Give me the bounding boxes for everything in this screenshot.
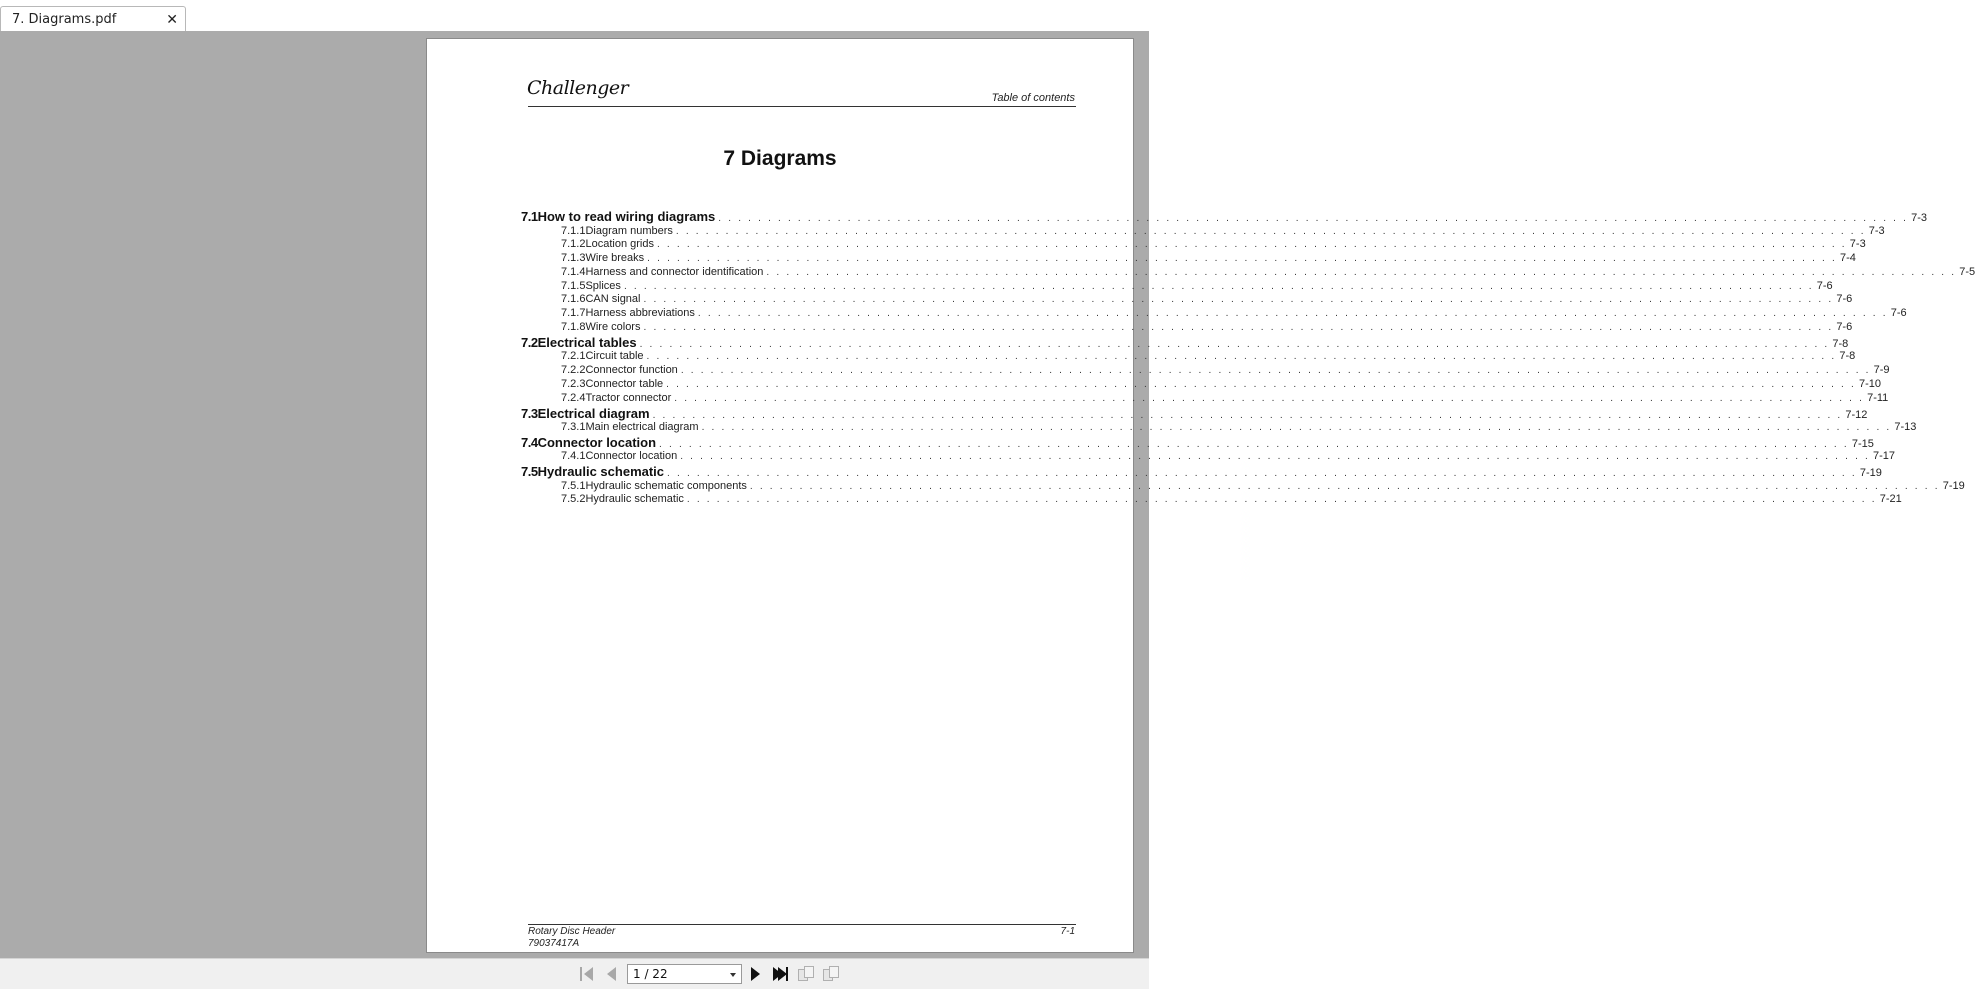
toc-leader-dots: . . . . . . . . . . . . . . . . . . . . . . . . . . . . . . . . . . . . . . . . . . . . . . . . . . . . . . . . . . . . . . . . . . . . . . . . . . . . . . . . . . . . . . . . . . . . . . . . . . . . . . . . . . . . . . . . . . . . . . . . (718, 213, 1909, 224)
toc-subsection[interactable] (521, 321, 1853, 335)
toc-subsection-number: 7.1.3 (561, 252, 586, 265)
toc-subsection[interactable] (521, 479, 1965, 494)
toc-subsection[interactable] (521, 391, 1889, 406)
chevron-down-icon (730, 973, 736, 977)
toc-subsection-page: 7-3 (1868, 224, 1885, 237)
toc-section-title: Connector location (537, 434, 657, 450)
toc-section-page: 7-12 (1845, 408, 1868, 421)
tab-document[interactable] (0, 6, 186, 31)
toc-subsection[interactable] (521, 252, 1856, 266)
footer-product: Rotary Disc Header (528, 926, 616, 937)
toc-subsection-number: 7.1.8 (561, 321, 586, 334)
toc-section[interactable] (521, 334, 1849, 351)
toc-leader-dots: . . . . . . . . . . . . . . . . . . . . . . . . . . . . . . . . . . . . . . . . . . . . . . . . . . . . . . . . . . . . . . . . . . . . . . . . . . . . . . . . . . . . . . . . . . . . . . . . . . . . . . . . . . . . . . . . . . . . . . . . (666, 378, 1856, 390)
toc-subsection[interactable] (521, 307, 1907, 321)
toc-section-title: Electrical tables (537, 334, 637, 350)
toc-leader-dots: . . . . . . . . . . . . . . . . . . . . . . . . . . . . . . . . . . . . . . . . . . . . . . . . . . . . . . . . . . . . . . . . . . . . . . . . . . . . . . . . . . . . . . . . . . . . . . . . . . . . . . . . . . . . . . . . . . . . . . . . (639, 338, 1830, 350)
toc-subsection-page: 7-6 (1890, 307, 1907, 320)
toc-subsection-page: 7-3 (1849, 238, 1866, 251)
toc-subsection-number: 7.1.7 (561, 307, 586, 320)
toc-leader-dots: . . . . . . . . . . . . . . . . . . . . . . . . . . . . . . . . . . . . . . . . . . . . . . . . . . . . . . . . . . . . . . . . . . . . . . . . . . . . . . . . . . . . . . . . . . . . . . . . . . . . . . . . . . . . . . . . . . . . . . . . (680, 451, 1871, 463)
toc-section-number: 7.4 (521, 434, 538, 450)
toc-subsection-title: Connector table (585, 377, 664, 390)
toc-leader-dots: . . . . . . . . . . . . . . . . . . . . . . . . . . . . . . . . . . . . . . . . . . . . . . . . . . . . . . . . . . . . . . . . . . . . . . . . . . . . . . . . . . . . . . . . . . . . . . . . . . . . . . . . . . . . . . . . . . . . . . . . (680, 365, 1871, 377)
toc-subsection[interactable] (521, 364, 1890, 378)
toc-section[interactable] (521, 209, 1928, 225)
toc-subsection-title: Connector location (585, 450, 678, 463)
toc-leader-dots: . . . . . . . . . . . . . . . . . . . . . . . . . . . . . . . . . . . . . . . . . . . . . . . . . . . . . . . . . . . . . . . . . . . . . . . . . . . . . . . . . . . . . . . . . . . . . . . . . . . . . . . . . . . . . . . . . . . . . . . . (675, 225, 1866, 237)
toc-leader-dots: . . . . . . . . . . . . . . . . . . . . . . . . . . . . . . . . . . . . . . . . . . . . . . . . . . . . . . . . . . . . . . . . . . . . . . . . . . . . . . . . . . . . . . . . . . . . . . . . . . . . . . . . . . . . . . . . . . . . . . . . (652, 409, 1843, 421)
toc-subsection-number: 7.2.2 (561, 364, 586, 377)
page-indicator: 1 / 22 (633, 967, 668, 981)
toc-subsection-number: 7.1.4 (561, 265, 586, 278)
toc-subsection-title: Tractor connector (585, 391, 672, 404)
toc-subsection-title: Main electrical diagram (585, 421, 699, 434)
toc-leader-dots: . . . . . . . . . . . . . . . . . . . . . . . . . . . . . . . . . . . . . . . . . . . . . . . . . . . . . . . . . . . . . . . . . . . . . . . . . . . . . . . . . . . . . . . . . . . . . . . . . . . . . . . . . . . . . . . . . . . . . . . . (647, 253, 1837, 265)
first-page-icon[interactable] (580, 966, 596, 982)
footer-page-number: 7-1 (1060, 926, 1075, 937)
document-viewer[interactable] (0, 31, 1975, 958)
toc-subsection[interactable] (521, 265, 1975, 280)
table-of-contents (521, 209, 1975, 507)
toc-section-number: 7.5 (521, 464, 538, 480)
toc-section-title: Electrical diagram (537, 405, 650, 421)
toc-leader-dots: . . . . . . . . . . . . . . . . . . . . . . . . . . . . . . . . . . . . . . . . . . . . . . . . . . . . . . . . . . . . . . . . . . . . . . . . . . . . . . . . . . . . . . . . . . . . . . . . . . . . . . . . . . . . . . . . . . . . . . . . (749, 480, 1940, 492)
navigation-toolbar (0, 958, 1149, 989)
toc-subsection-number: 7.5.2 (561, 493, 586, 506)
last-page-icon[interactable] (772, 966, 788, 982)
toc-section[interactable] (521, 434, 1874, 451)
toc-leader-dots: . . . . . . . . . . . . . . . . . . . . . . . . . . . . . . . . . . . . . . . . . . . . . . . . . . . . . . . . . . . . . . . . . . . . . . . . . . . . . . . . . . . . . . . . . . . . . . . . . . . . . . . . . . . . . . . . . . . . . . . . (766, 266, 1957, 278)
toc-subsection-page: 7-5 (1959, 265, 1975, 278)
toc-leader-dots: . . . . . . . . . . . . . . . . . . . . . . . . . . . . . . . . . . . . . . . . . . . . . . . . . . . . . . . . . . . . . . . . . . . . . . . . . . . . . . . . . . . . . . . . . . . . . . . . . . . . . . . . . . . . . . . . . . . . . . . . (646, 351, 1837, 363)
page-number-select[interactable] (627, 964, 742, 984)
pdf-page (426, 38, 1975, 953)
toc-section-title: Hydraulic schematic (537, 464, 665, 480)
toc-subsection-number: 7.3.1 (561, 421, 586, 434)
toc-subsection-title: Harness and connector identification (585, 265, 764, 278)
toc-subsection-number: 7.5.1 (561, 479, 586, 492)
toc-leader-dots: . . . . . . . . . . . . . . . . . . . . . . . . . . . . . . . . . . . . . . . . . . . . . . . . . . . . . . . . . . . . . . . . . . . . . . . . . . . . . . . . . . . . . . . . . . . . . . . . . . . . . . . . . . . . . . . . . . . . . . . . (623, 280, 1814, 292)
prev-page-icon[interactable] (604, 966, 620, 982)
toc-subsection-number: 7.2.3 (561, 377, 586, 390)
toc-subsection-page: 7-17 (1873, 450, 1896, 463)
toc-section-page: 7-15 (1851, 437, 1874, 450)
toc-subsection-number: 7.2.1 (561, 350, 586, 363)
toc-leader-dots: . . . . . . . . . . . . . . . . . . . . . . . . . . . . . . . . . . . . . . . . . . . . . . . . . . . . . . . . . . . . . . . . . . . . . . . . . . . . . . . . . . . . . . . . . . . . . . . . . . . . . . . . . . . . . . . . . . . . . . . . (656, 239, 1847, 251)
toc-subsection-number: 7.4.1 (561, 450, 586, 463)
close-icon[interactable]: ✕ (166, 11, 178, 27)
toc-section-page: 7-8 (1832, 337, 1849, 350)
toc-section-number: 7.3 (521, 405, 538, 421)
toc-section-number: 7.1 (521, 209, 538, 224)
toc-subsection-page: 7-10 (1858, 377, 1881, 390)
toc-leader-dots: . . . . . . . . . . . . . . . . . . . . . . . . . . . . . . . . . . . . . . . . . . . . . . . . . . . . . . . . . . . . . . . . . . . . . . . . . . . . . . . . . . . . . . . . . . . . . . . . . . . . . . . . . . . . . . . . . . . . . . . . (667, 468, 1857, 480)
continuous-page-view-icon[interactable] (823, 966, 839, 982)
toc-subsection-title: Location grids (585, 238, 654, 251)
toc-subsection-title: Diagram numbers (585, 224, 673, 237)
toc-subsection[interactable] (521, 450, 1896, 464)
toc-subsection-page: 7-19 (1942, 479, 1965, 492)
toc-subsection[interactable] (521, 493, 1902, 507)
toc-subsection-title: CAN signal (585, 293, 641, 306)
toc-leader-dots: . . . . . . . . . . . . . . . . . . . . . . . . . . . . . . . . . . . . . . . . . . . . . . . . . . . . . . . . . . . . . . . . . . . . . . . . . . . . . . . . . . . . . . . . . . . . . . . . . . . . . . . . . . . . . . . . . . . . . . . . (697, 308, 1888, 320)
toc-subsection-title: Hydraulic schematic (585, 493, 684, 506)
toc-subsection-title: Harness abbreviations (585, 307, 695, 320)
toc-section-page: 7-3 (1911, 212, 1928, 224)
toc-subsection-title: Hydraulic schematic components (585, 479, 747, 492)
tab-title: 7. Diagrams.pdf (12, 12, 117, 27)
page-title: 7 Diagrams (723, 147, 837, 170)
toc-leader-dots: . . . . . . . . . . . . . . . . . . . . . . . . . . . . . . . . . . . . . . . . . . . . . . . . . . . . . . . . . . . . . . . . . . . . . . . . . . . . . . . . . . . . . . . . . . . . . . . . . . . . . . . . . . . . . . . . . . . . . . . . (701, 422, 1892, 434)
toc-leader-dots: . . . . . . . . . . . . . . . . . . . . . . . . . . . . . . . . . . . . . . . . . . . . . . . . . . . . . . . . . . . . . . . . . . . . . . . . . . . . . . . . . . . . . . . . . . . . . . . . . . . . . . . . . . . . . . . . . . . . . . . . (674, 392, 1865, 404)
toc-subsection-page: 7-6 (1816, 279, 1833, 292)
toc-subsection-page: 7-6 (1836, 293, 1853, 306)
footer-part-number: 79037417A (528, 938, 580, 949)
toc-section-number: 7.2 (521, 334, 538, 350)
header-divider (528, 106, 1076, 107)
toc-subsection-number: 7.1.1 (561, 224, 586, 237)
toc-subsection-title: Circuit table (585, 350, 644, 363)
toc-subsection[interactable] (521, 224, 1885, 239)
toc-leader-dots: . . . . . . . . . . . . . . . . . . . . . . . . . . . . . . . . . . . . . . . . . . . . . . . . . . . . . . . . . . . . . . . . . . . . . . . . . . . . . . . . . . . . . . . . . . . . . . . . . . . . . . . . . . . . . . . . . . . . . . . . (659, 438, 1849, 450)
toc-subsection-page: 7-11 (1867, 391, 1889, 404)
toc-leader-dots: . . . . . . . . . . . . . . . . . . . . . . . . . . . . . . . . . . . . . . . . . . . . . . . . . . . . . . . . . . . . . . . . . . . . . . . . . . . . . . . . . . . . . . . . . . . . . . . . . . . . . . . . . . . . . . . . . . . . . . . . (643, 322, 1834, 334)
brand-logo: Challenger (527, 77, 629, 99)
toc-subsection-page: 7-13 (1894, 421, 1917, 434)
toc-subsection-title: Splices (585, 279, 621, 292)
toc-subsection[interactable] (521, 421, 1917, 435)
toc-subsection-number: 7.2.4 (561, 391, 586, 404)
footer-divider (528, 924, 1076, 925)
toc-subsection[interactable] (521, 377, 1881, 392)
page-header-label: Table of contents (991, 92, 1075, 104)
toc-section-title: How to read wiring diagrams (537, 209, 716, 224)
toc-subsection-page: 7-21 (1879, 493, 1902, 506)
toc-subsection-page: 7-9 (1873, 364, 1890, 377)
toc-subsection[interactable] (521, 238, 1866, 252)
toc-leader-dots: . . . . . . . . . . . . . . . . . . . . . . . . . . . . . . . . . . . . . . . . . . . . . . . . . . . . . . . . . . . . . . . . . . . . . . . . . . . . . . . . . . . . . . . . . . . . . . . . . . . . . . . . . . . . . . . . . . . . . . . . (643, 294, 1834, 306)
toc-subsection-title: Wire breaks (585, 252, 645, 265)
toc-subsection-number: 7.1.6 (561, 293, 586, 306)
toc-subsection-page: 7-8 (1839, 350, 1856, 363)
toc-subsection-page: 7-6 (1836, 321, 1853, 334)
next-page-icon[interactable] (749, 966, 765, 982)
toc-subsection-number: 7.1.5 (561, 279, 586, 292)
toc-subsection-title: Connector function (585, 364, 678, 377)
toc-leader-dots: . . . . . . . . . . . . . . . . . . . . . . . . . . . . . . . . . . . . . . . . . . . . . . . . . . . . . . . . . . . . . . . . . . . . . . . . . . . . . . . . . . . . . . . . . . . . . . . . . . . . . . . . . . . . . . . . . . . . . . . . (686, 494, 1877, 506)
toc-subsection[interactable] (521, 279, 1833, 294)
toc-section-page: 7-19 (1859, 467, 1882, 480)
toc-subsection-title: Wire colors (585, 321, 641, 334)
toc-subsection[interactable] (521, 350, 1856, 364)
toc-section[interactable] (521, 464, 1882, 480)
toc-subsection-number: 7.1.2 (561, 238, 586, 251)
toc-section[interactable] (521, 405, 1868, 422)
tab-bar (0, 0, 1149, 31)
toc-subsection-page: 7-4 (1839, 252, 1856, 265)
toc-subsection[interactable] (521, 293, 1853, 307)
single-page-view-icon[interactable] (798, 966, 814, 982)
